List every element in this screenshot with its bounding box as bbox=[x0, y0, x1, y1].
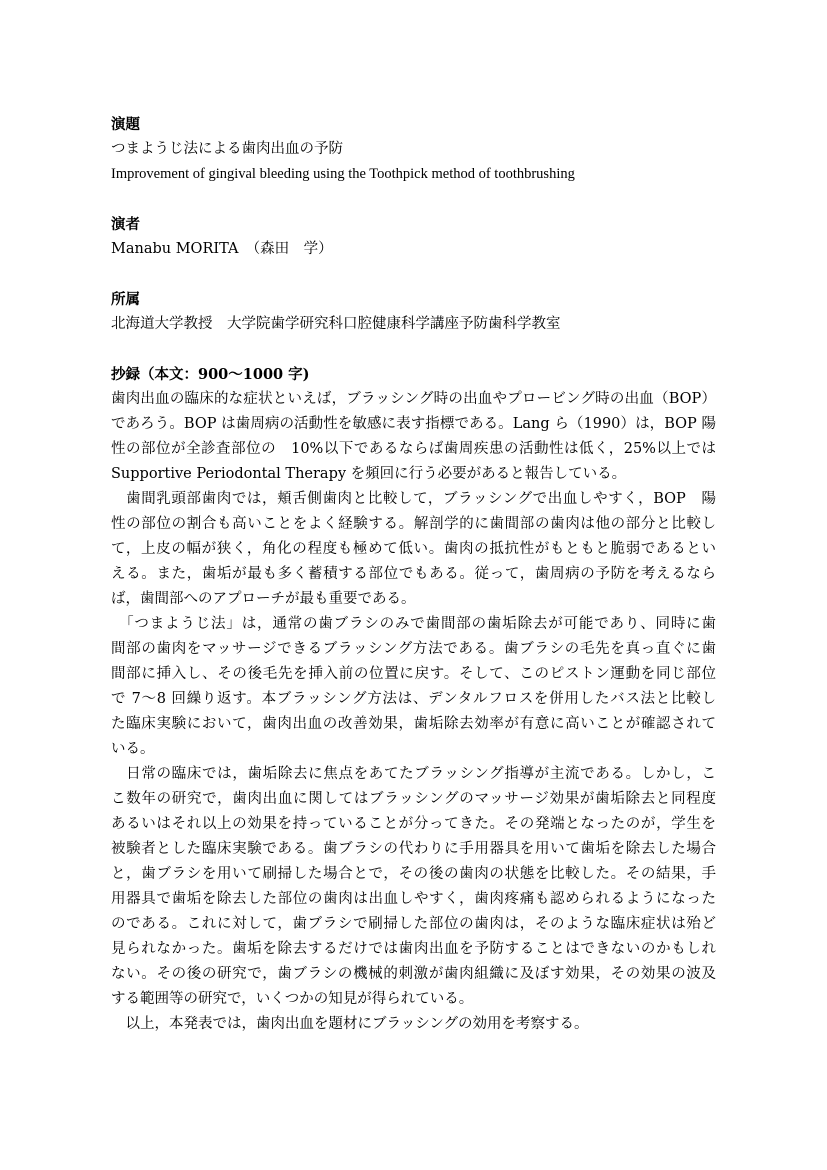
abstract-line: と，歯ブラシを用いて刷掃した場合とで，その後の歯肉の状態を比較した。その結果，手 bbox=[111, 866, 716, 882]
abstract-body bbox=[111, 387, 716, 1037]
spacer bbox=[111, 262, 716, 287]
title-heading: 演題 bbox=[111, 116, 140, 133]
abstract-line: する範囲等の研究で，いくつかの知見が得られている。 bbox=[111, 991, 474, 1007]
abstract-line: 被験者とした臨床実験である。歯ブラシの代わりに手用器具を用いて歯垢を除去した場合 bbox=[111, 841, 716, 857]
abstract-line: Supportive Periodontal Therapy を頻回に行う必要があると報告している。 bbox=[111, 466, 627, 482]
abstract-line: 性の部位の割合も高いことをよく経験する。解剖学的に歯間部の歯肉は他の部分と比較し bbox=[111, 516, 716, 532]
affiliation-section bbox=[111, 287, 716, 337]
presenter-name: Manabu MORITA （森田 学） bbox=[111, 241, 333, 257]
abstract-line: ない。その後の研究で，歯ブラシの機械的刺激が歯肉組織に及ぼす効果，その効果の波及 bbox=[111, 966, 716, 982]
abstract-line: える。また，歯垢が最も多く蓄積する部位でもある。従って，歯周病の予防を考えるなら bbox=[111, 566, 716, 582]
abstract-line: で 7〜8 回繰り返す。本ブラッシング方法は、デンタルフロスを併用したバス法と比較し bbox=[111, 691, 716, 707]
abstract-line: 性の部位が全診査部位の 10%以下であるならば歯周疾患の活動性は低く，25%以上では bbox=[111, 441, 716, 457]
abstract-line: ば，歯間部へのアプローチが最も重要である。 bbox=[111, 591, 416, 607]
presenter-heading: 演者 bbox=[111, 216, 140, 233]
abstract-line: 以上，本発表では，歯肉出血を題材にブラッシングの効用を考察する。 bbox=[111, 1016, 589, 1032]
abstract-line: 「つまようじ法」は，通常の歯ブラシのみで歯間部の歯垢除去が可能であり、同時に歯 bbox=[111, 616, 716, 632]
affiliation-heading: 所属 bbox=[111, 291, 140, 308]
abstract-section bbox=[111, 362, 716, 1037]
spacer bbox=[111, 187, 716, 212]
abstract-line: た臨床実験において，歯肉出血の改善効果，歯垢除去効率が有意に高いことが確認されて bbox=[111, 716, 716, 732]
abstract-line: いる。 bbox=[111, 741, 155, 757]
document-page bbox=[111, 112, 716, 1037]
spacer bbox=[111, 337, 716, 362]
abstract-line: 歯間乳頭部歯肉では，頬舌側歯肉と比較して，ブラッシングで出血しやすく，BOP 陽 bbox=[111, 491, 716, 507]
title-japanese: つまようじ法による歯肉出血の予防 bbox=[111, 141, 343, 157]
affiliation-text: 北海道大学教授 大学院歯学研究科口腔健康科学講座予防歯科学教室 bbox=[111, 316, 561, 332]
abstract-line: て，上皮の幅が狭く，角化の程度も極めて低い。歯肉の抵抗性がもともと脆弱であるとい bbox=[111, 541, 716, 557]
presenter-section bbox=[111, 212, 716, 262]
abstract-line: 歯肉出血の臨床的な症状といえば，ブラッシング時の出血やプロービング時の出血（BOP） bbox=[111, 391, 716, 407]
abstract-line: あるいはそれ以上の効果を持っていることが分ってきた。その発端となったのが，学生を bbox=[111, 816, 716, 832]
abstract-line: こ数年の研究で，歯肉出血に関してはブラッシングのマッサージ効果が歯垢除去と同程度 bbox=[111, 791, 716, 807]
title-english: Improvement of gingival bleeding using the Toothpick method of toothbrushing bbox=[111, 166, 575, 182]
abstract-line: 用器具で歯垢を除去した部位の歯肉は出血しやすく，歯肉疼痛も認められるようになった bbox=[111, 891, 716, 907]
abstract-line: 間部に挿入し、その後毛先を挿入前の位置に戻す。そして、このピストン運動を同じ部位 bbox=[111, 666, 716, 682]
title-section bbox=[111, 112, 716, 187]
abstract-line: 日常の臨床では，歯垢除去に焦点をあてたブラッシング指導が主流である。しかし，こ bbox=[111, 766, 716, 782]
abstract-line: 間部の歯肉をマッサージできるブラッシング方法である。歯ブラシの毛先を真っ直ぐに歯 bbox=[111, 641, 716, 657]
abstract-line: 見られなかった。歯垢を除去するだけでは歯肉出血を予防することはできないのかもしれ bbox=[111, 941, 716, 957]
abstract-line: であろう。BOP は歯周病の活動性を敏感に表す指標である。Lang ら（1990）は，BOP 陽 bbox=[111, 416, 716, 432]
abstract-line: のである。これに対して，歯ブラシで刷掃した部位の歯肉は，そのような臨床症状は殆ど bbox=[111, 916, 716, 932]
abstract-heading: 抄録（本文：900〜1000 字) bbox=[111, 366, 310, 383]
